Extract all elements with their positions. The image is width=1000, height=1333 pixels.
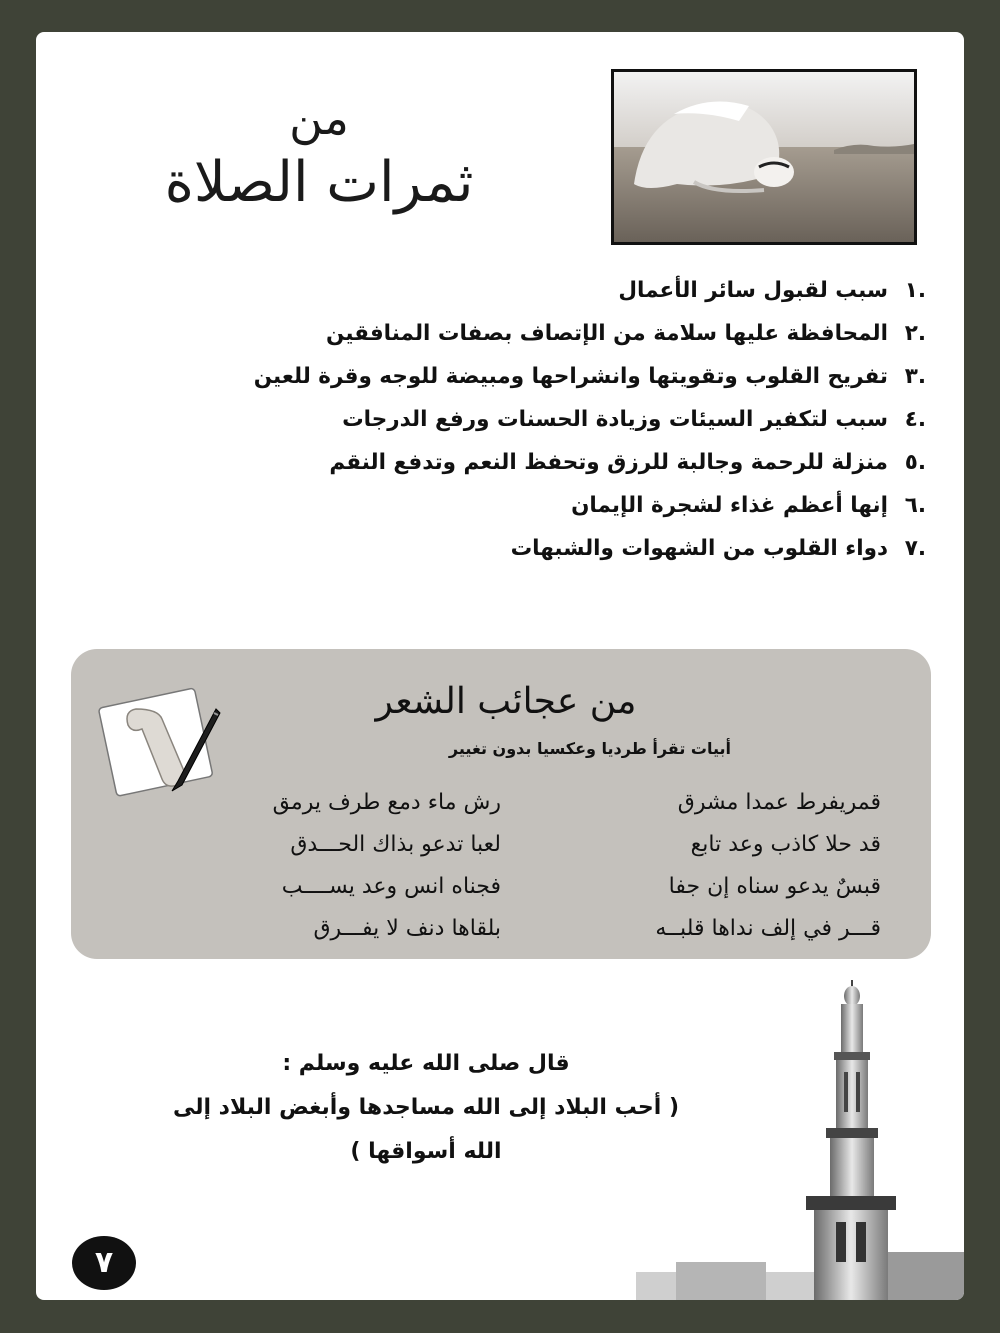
poem-verses — [161, 781, 881, 949]
list-item: .٢المحافظة عليها سلامة من الإتصاف بصفات المنافقين — [326, 321, 926, 346]
title-line-1: من — [289, 91, 349, 145]
verse-row: قمريفرط عمدا مشرق رش ماء دمع طرف يرمق — [272, 789, 881, 815]
list-item: .٥منزلة للرحمة وجالبة للرزق وتحفظ النعم وتدفع النقم — [329, 450, 926, 475]
verse-row: قبسٌ يدعو سناه إن جفا فجناه انس وعد يســــب — [281, 873, 881, 899]
page-card — [36, 32, 964, 1300]
hadith-line-1: قال صلى الله عليه وسلم : — [282, 1051, 570, 1076]
page-number: ٧ — [72, 1236, 136, 1290]
hadith-line-3: الله أسواقها ) — [350, 1139, 502, 1164]
list-item: .٣تفريح القلوب وتقويتها وانشراحها ومبيضة للوجه وقرة للعين — [253, 364, 926, 389]
list-item: .٧دواء القلوب من الشهوات والشبهات — [510, 536, 926, 561]
fruits-list — [66, 272, 926, 573]
poetry-box — [71, 649, 931, 959]
prayer-photo — [611, 69, 917, 245]
poetry-title: من عجائب الشعر — [375, 681, 637, 722]
hadith-line-2: ( أحب البلاد إلى الله مساجدها وأبغض البلاد إلى — [172, 1095, 680, 1120]
list-item: .٦إنها أعظم غذاء لشجرة الإيمان — [571, 493, 926, 518]
page-title — [129, 88, 509, 218]
poetry-subtitle: أبيات تقرأ طرديا وعكسيا بدون تغيير — [448, 739, 731, 758]
verse-row: قـــر في إلف نداها قلبــه بلقاها دنف لا يفـــرق — [313, 915, 881, 941]
list-item: .١سبب لقبول سائر الأعمال — [618, 278, 926, 303]
verse-row: قد حلا كاذب وعد تابع لعبا تدعو بذاك الحـــدق — [290, 831, 881, 857]
title-line-2: ثمرات الصلاة — [164, 150, 474, 215]
minaret-image — [636, 972, 964, 1300]
list-item: .٤سبب لتكفير السيئات وزيادة الحسنات ورفع الدرجات — [342, 407, 926, 432]
